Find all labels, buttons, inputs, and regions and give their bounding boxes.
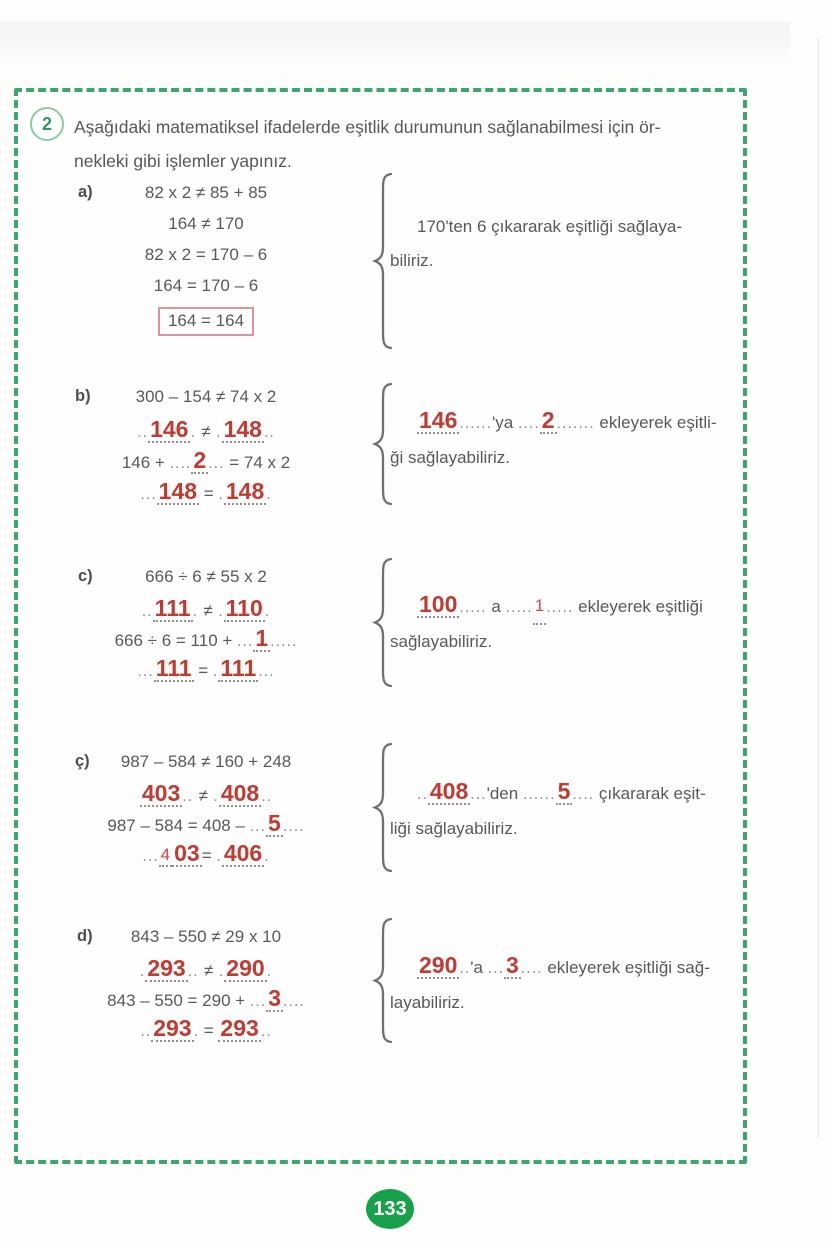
explanation-text [390, 210, 734, 278]
work-line [96, 812, 316, 837]
printed-text: = [201, 846, 217, 865]
work-line [96, 245, 316, 265]
dotted-line: ... [470, 786, 487, 803]
dotted-line: . [213, 963, 225, 980]
handwritten-answer: 2 [193, 447, 207, 473]
handwritten-answer: 406 [223, 840, 263, 866]
typed-answer: 1 [533, 589, 546, 625]
handwritten-answer: 146 [150, 416, 189, 442]
dotted-line: ...... [522, 786, 556, 803]
printed-text: 164 = 164 [167, 311, 245, 330]
printed-text: 170'ten 6 çıkararak eşitliği sağlaya- [417, 217, 682, 236]
explanation-text [390, 406, 734, 475]
printed-text: layabiliriz. [390, 993, 465, 1012]
printed-text: ekleyerek eşitliği [573, 597, 703, 616]
work-line [96, 782, 316, 807]
work-line [96, 183, 316, 203]
handwritten-answer: 111 [154, 595, 191, 621]
explanation-text [390, 777, 734, 846]
work-line [96, 276, 316, 296]
item-label-c: c) [78, 567, 93, 585]
explanation-text [390, 589, 734, 659]
explanation-line [390, 812, 734, 846]
dotted-line: .. [261, 788, 273, 805]
work-line [96, 214, 316, 234]
printed-text: 'a [470, 958, 488, 977]
dotted-line: . [190, 424, 202, 441]
printed-text: ≠ [204, 961, 214, 980]
work-line [96, 567, 316, 587]
handwritten-answer: 3 [268, 985, 282, 1011]
printed-text: ekleyerek eşitliği sağ- [542, 958, 710, 977]
task-title-line1: Aşağıdaki matematiksel ifadelerde eşitlik durumunun sağlanabilmesi için ör- [74, 117, 661, 137]
handwritten-answer: 293 [220, 1015, 259, 1041]
dotted-line: . [216, 848, 222, 865]
printed-text: biliriz. [390, 251, 434, 270]
dotted-line: .. [141, 603, 153, 620]
work-line [96, 418, 316, 443]
item-label-ç: ç) [75, 752, 90, 770]
dotted-line: ...... [459, 415, 493, 432]
dotted-line: ... [208, 455, 225, 472]
dotted-line: . [210, 424, 222, 441]
printed-text: 146 + [121, 453, 170, 472]
explanation-line [390, 210, 734, 244]
handwritten-answer: 148 [158, 478, 198, 504]
work-line [96, 927, 316, 947]
printed-text: = [193, 661, 213, 680]
printed-text: = 74 x 2 [224, 453, 291, 472]
work-line [96, 597, 316, 622]
printed-text: = [199, 1021, 219, 1040]
work-line [96, 449, 316, 474]
answer-box [158, 307, 254, 336]
dotted-line: .. [140, 1023, 152, 1040]
explanation-line [390, 625, 734, 659]
dotted-line: ..... [459, 599, 487, 616]
dotted-line: . [266, 963, 273, 980]
handwritten-answer: 146 [419, 407, 458, 433]
handwritten-answer: 111 [155, 655, 192, 681]
handwritten-answer: 148 [225, 478, 265, 504]
work-line [96, 957, 316, 982]
handwritten-answer: 293 [153, 1015, 192, 1041]
printed-text: = [199, 484, 219, 503]
typed-answer: 4 [159, 845, 172, 867]
printed-text: liği sağlayabiliriz. [390, 819, 518, 838]
dotted-line: .... [517, 415, 540, 432]
dotted-line: ... [487, 960, 505, 977]
work-line [96, 657, 316, 682]
printed-text: ği sağlayabiliriz. [390, 448, 510, 467]
dotted-line: ..... [546, 599, 574, 616]
dotted-line: .. [187, 963, 205, 980]
item-label-a: a) [78, 183, 93, 201]
explanation-line [390, 777, 734, 812]
dotted-line: .... [169, 455, 192, 472]
work-line [96, 387, 316, 407]
work-line [96, 842, 316, 867]
dotted-line: . [212, 603, 224, 620]
work-line [96, 752, 316, 772]
printed-text: 'ya [492, 413, 518, 432]
handwritten-answer: 100 [419, 591, 458, 617]
explanation-line [390, 986, 734, 1020]
handwritten-answer: 2 [541, 407, 555, 433]
printed-text: a [486, 597, 506, 616]
printed-text: 164 ≠ 170 [168, 214, 244, 233]
handwritten-answer: 03 [174, 840, 200, 866]
dotted-line: ... [258, 663, 275, 680]
dotted-line: .. [459, 960, 471, 977]
handwritten-answer: 148 [223, 416, 262, 442]
printed-text: ekleyerek eşitli- [594, 413, 717, 432]
dotted-line: . [212, 663, 219, 680]
printed-text: 'den [486, 784, 523, 803]
dotted-line: .. [417, 786, 428, 803]
scan-artifact [0, 22, 790, 68]
dotted-line: . [192, 603, 204, 620]
printed-text: 843 – 550 = 290 + [107, 991, 250, 1010]
dotted-line: .... [283, 993, 305, 1010]
printed-text: 666 ÷ 6 = 110 + [114, 631, 238, 650]
dotted-line: ... [142, 848, 159, 865]
dotted-line: ... [137, 663, 154, 680]
dotted-line: . [264, 848, 270, 865]
handwritten-answer: 111 [220, 655, 257, 681]
handwritten-answer: 5 [268, 810, 281, 836]
dotted-line: . [193, 1023, 200, 1040]
printed-text: 82 x 2 = 170 – 6 [144, 245, 268, 264]
explanation-line [390, 441, 734, 475]
dotted-line: .. [260, 1023, 272, 1040]
printed-text: 666 ÷ 6 ≠ 55 x 2 [145, 567, 267, 586]
handwritten-answer: 3 [506, 952, 519, 978]
dotted-line: . [264, 603, 271, 620]
dotted-line: .... [572, 786, 595, 803]
printed-text: ≠ [203, 601, 213, 620]
printed-text: ≠ [198, 786, 208, 805]
dotted-line: ..... [505, 599, 533, 616]
dotted-line: .... [282, 818, 305, 835]
work-line [96, 627, 316, 652]
dotted-line: . [207, 788, 219, 805]
dotted-line: .. [263, 424, 275, 441]
explanation-text [390, 951, 734, 1020]
printed-text: 987 – 584 = 408 – [107, 816, 250, 835]
dotted-line: ... [140, 486, 157, 503]
dotted-line: ... [249, 993, 267, 1010]
task-number-badge: 2 [30, 107, 64, 141]
printed-text: 987 – 584 ≠ 160 + 248 [120, 752, 292, 771]
item-label-d: d) [77, 927, 93, 945]
handwritten-answer: 403 [141, 780, 181, 806]
task-title-line2: nekleki gibi işlemler yapınız. [74, 151, 292, 171]
dotted-line: .... [520, 960, 543, 977]
printed-text: sağlayabiliriz. [390, 632, 493, 651]
printed-text: ≠ [201, 422, 211, 441]
handwritten-answer: 1 [255, 625, 269, 651]
printed-text: çıkararak eşit- [594, 784, 706, 803]
work-line [96, 480, 316, 505]
page-edge-line [818, 38, 819, 1138]
explanation-line [390, 589, 734, 625]
printed-text: 82 x 2 ≠ 85 + 85 [144, 183, 268, 202]
work-line [96, 307, 316, 336]
dotted-line: ....... [556, 415, 595, 432]
handwritten-answer: 408 [429, 778, 469, 804]
handwritten-answer: 290 [226, 955, 265, 981]
handwritten-answer: 293 [147, 955, 186, 981]
dotted-line: .. [182, 788, 199, 805]
dotted-line: . [139, 963, 146, 980]
dotted-line: ... [249, 818, 267, 835]
handwritten-answer: 408 [220, 780, 260, 806]
work-line [96, 1017, 316, 1042]
printed-text: 843 – 550 ≠ 29 x 10 [130, 927, 282, 946]
handwritten-answer: 290 [419, 952, 458, 978]
handwritten-answer: 5 [557, 778, 571, 804]
explanation-line [390, 406, 734, 441]
page-number-badge: 133 [366, 1189, 414, 1229]
task-title [74, 110, 740, 178]
printed-text: 164 = 170 – 6 [153, 276, 259, 295]
dotted-line: ... [237, 633, 254, 650]
explanation-line [390, 244, 734, 278]
dotted-line: . [266, 486, 272, 503]
dotted-line: . [218, 486, 224, 503]
item-label-b: b) [75, 387, 91, 405]
explanation-line [390, 951, 734, 986]
handwritten-answer: 110 [225, 595, 263, 621]
work-line [96, 987, 316, 1012]
dotted-line: .. [137, 424, 149, 441]
dotted-line: ..... [270, 633, 298, 650]
printed-text: 300 – 154 ≠ 74 x 2 [135, 387, 277, 406]
